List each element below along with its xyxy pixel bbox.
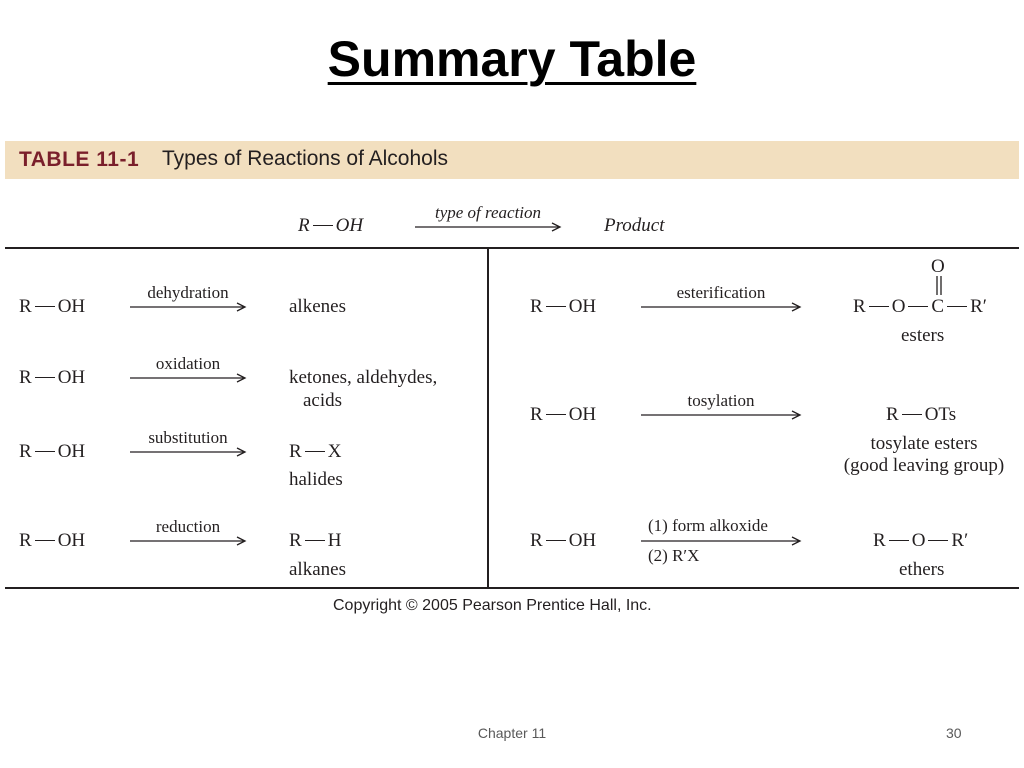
left-row-3-product: R X xyxy=(289,441,342,462)
header-arrow-label: type of reaction xyxy=(434,203,542,222)
reaction-arrow-icon xyxy=(130,447,246,457)
single-bond-icon xyxy=(313,225,333,227)
right-row-1-reactant: R OH xyxy=(530,296,597,317)
left-row-4-product-name: alkanes xyxy=(289,559,346,580)
right-row-2-product-note: (good leaving group) xyxy=(843,455,1005,476)
left-row-4-product: R H xyxy=(289,530,342,551)
table-number: TABLE 11-1 xyxy=(19,148,140,171)
reaction-arrow-icon xyxy=(641,536,801,546)
single-bond-icon xyxy=(947,306,967,308)
single-bond-icon xyxy=(546,540,566,542)
right-row-3-reactant: R OH xyxy=(530,530,597,551)
left-row-2-reaction: oxidation xyxy=(155,354,221,373)
reaction-arrow-icon xyxy=(641,410,801,420)
table-title: Types of Reactions of Alcohols xyxy=(162,147,448,170)
reaction-arrow-icon xyxy=(130,536,246,546)
page-number: 30 xyxy=(946,725,962,741)
right-row-2-product: R OTs xyxy=(886,404,957,425)
left-row-3-reactant: R OH xyxy=(19,441,86,462)
single-bond-icon xyxy=(35,540,55,542)
left-row-2-product-cont: acids xyxy=(303,390,343,411)
copyright-note: Copyright © 2005 Pearson Prentice Hall, Inc. xyxy=(333,597,652,614)
single-bond-icon xyxy=(908,306,928,308)
single-bond-icon xyxy=(35,306,55,308)
double-bond-icon xyxy=(935,276,943,296)
left-row-4-reaction: reduction xyxy=(155,517,221,536)
single-bond-icon xyxy=(928,540,948,542)
single-bond-icon xyxy=(305,540,325,542)
right-row-1-carbonyl-o: O xyxy=(931,256,945,277)
left-row-1-product: alkenes xyxy=(289,296,346,317)
single-bond-icon xyxy=(35,377,55,379)
left-row-3-reaction: substitution xyxy=(148,428,228,447)
single-bond-icon xyxy=(869,306,889,308)
reaction-arrow-icon xyxy=(641,302,801,312)
header-product: Product xyxy=(604,215,665,236)
right-row-1-product-name: esters xyxy=(901,325,945,346)
table-bottom-rule xyxy=(5,587,1019,589)
header-arrow-icon xyxy=(415,222,561,232)
left-row-2-product: ketones, aldehydes, xyxy=(289,367,438,388)
table-column-divider xyxy=(487,249,489,588)
single-bond-icon xyxy=(305,451,325,453)
table-top-rule xyxy=(5,247,1019,249)
right-row-3-reaction-step2: (2) R′X xyxy=(648,546,700,565)
left-row-1-reaction: dehydration xyxy=(147,283,229,302)
right-row-1-product: R O C R′ xyxy=(853,296,987,317)
single-bond-icon xyxy=(35,451,55,453)
reaction-arrow-icon xyxy=(130,302,246,312)
left-row-3-product-name: halides xyxy=(289,469,343,490)
right-row-2-reaction: tosylation xyxy=(687,391,755,410)
table-banner xyxy=(5,141,1019,179)
left-row-4-reactant: R OH xyxy=(19,530,86,551)
left-row-1-reactant: R OH xyxy=(19,296,86,317)
single-bond-icon xyxy=(902,414,922,416)
single-bond-icon xyxy=(546,414,566,416)
right-row-2-product-name: tosylate esters xyxy=(870,433,978,454)
right-row-3-reaction-step1: (1) form alkoxide xyxy=(648,516,768,535)
right-row-3-product-name: ethers xyxy=(899,559,945,580)
header-reactant: R OH xyxy=(298,215,364,236)
right-row-3-product: R O R′ xyxy=(873,530,969,551)
left-row-2-reactant: R OH xyxy=(19,367,86,388)
right-row-1-reaction: esterification xyxy=(676,283,766,302)
single-bond-icon xyxy=(546,306,566,308)
reaction-arrow-icon xyxy=(130,373,246,383)
slide-title: Summary Table xyxy=(327,31,697,87)
right-row-2-reactant: R OH xyxy=(530,404,597,425)
footer-chapter: Chapter 11 xyxy=(477,725,547,741)
single-bond-icon xyxy=(889,540,909,542)
